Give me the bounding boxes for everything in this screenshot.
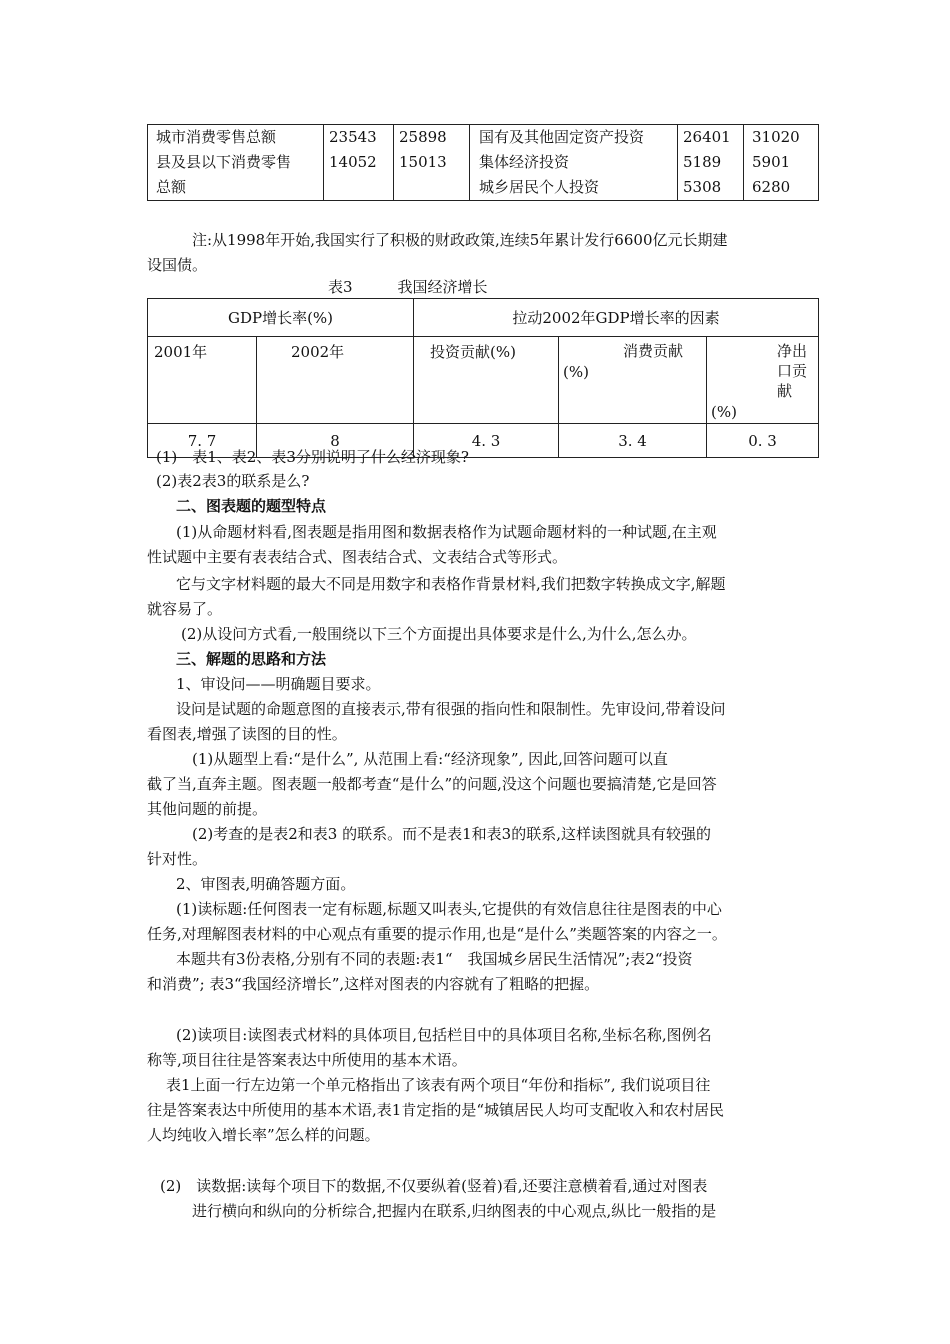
paragraph-line: 它与文字材料题的最大不同是用数字和表格作背景材料,我们把数字转换成文字,解题 xyxy=(176,575,726,593)
left-v2-cell xyxy=(394,125,470,201)
header-gdp-cell xyxy=(148,299,414,337)
val-export-cell xyxy=(707,424,819,458)
table-cell: 城乡居民个人投资 xyxy=(479,178,600,196)
table-cell: 14052 xyxy=(329,153,377,171)
table-cell: 6280 xyxy=(752,178,791,196)
note-line-1: 注:从1998年开始,我国实行了积极的财政政策,连续5年累计发行6600亿元长期建 xyxy=(192,231,728,249)
table-cell: 23543 xyxy=(329,128,377,146)
col-consume-unit: (%) xyxy=(563,363,589,381)
paragraph-line: 人均纯收入增长率”怎么样的问题。 xyxy=(147,1126,380,1144)
investment-consumption-table xyxy=(147,124,819,201)
question-1: (1) 表1、表2、表3分别说明了什么经济现象? xyxy=(156,448,469,466)
col-2001: 2001年 xyxy=(154,343,208,361)
paragraph-line: 和消费”; 表3“我国经济增长”,这样对图表的内容就有了粗略的把握。 xyxy=(147,975,600,993)
val-2002: 8 xyxy=(330,431,340,450)
step-1-heading: 1、审设问——明确题目要求。 xyxy=(176,675,381,693)
col-invest-cell xyxy=(414,337,559,424)
right-v2-cell xyxy=(744,125,819,201)
left-items-cell xyxy=(148,125,324,201)
paragraph-line: 其他问题的前提。 xyxy=(147,800,268,818)
table-cell: 26401 xyxy=(683,128,731,146)
paragraph-line: 任务,对理解图表材料的中心观点有重要的提示作用,也是“是什么”类题答案的内容之一。 xyxy=(147,925,727,943)
col-2001-cell xyxy=(148,337,257,424)
header-factors: 拉动2002年GDP增长率的因素 xyxy=(512,309,720,327)
paragraph-line: (2)从设问方式看,一般围绕以下三个方面提出具体要求是什么,为什么,怎么办。 xyxy=(181,625,697,643)
table-cell: 15013 xyxy=(399,153,447,171)
table-cell: 5901 xyxy=(752,153,791,171)
val-consume: 3. 4 xyxy=(618,431,647,450)
col-2002: 2002年 xyxy=(291,343,345,361)
col-export-cell xyxy=(707,337,819,424)
table-cell: 城市消费零售总额 xyxy=(156,128,277,146)
paragraph-line: 进行横向和纵向的分析综合,把握内在联系,归纳图表的中心观点,纵比一般指的是 xyxy=(192,1202,717,1220)
table-cell: 5189 xyxy=(683,153,722,171)
paragraph-line: (2) 读数据:读每个项目下的数据,不仅要纵着(竖着)看,还要注意横着看,通过对图表 xyxy=(160,1177,708,1195)
economic-growth-table xyxy=(147,298,819,458)
right-items-cell xyxy=(470,125,678,201)
paragraph-line: 表1上面一行左边第一个单元格指出了该表有两个项目“年份和指标”, 我们说项目往 xyxy=(166,1076,711,1094)
table-cell: 5308 xyxy=(683,178,722,196)
paragraph-line: 设问是试题的命题意图的直接表示,带有很强的指向性和限制性。先审设问,带着设问 xyxy=(176,700,726,718)
right-v1-cell xyxy=(678,125,744,201)
table-cell: 总额 xyxy=(156,178,187,196)
val-export: 0. 3 xyxy=(748,431,777,450)
paragraph-line: 就容易了。 xyxy=(147,600,223,618)
table3-caption: 表3 我国经济增长 xyxy=(328,278,488,296)
header-gdp: GDP增长率(%) xyxy=(227,309,334,327)
paragraph-line: 截了当,直奔主题。图表题一般都考查“是什么”的问题,没这个问题也要搞清楚,它是回答 xyxy=(147,775,717,793)
table-cell: 25898 xyxy=(399,128,447,146)
table-cell: 31020 xyxy=(752,128,800,146)
col-invest: 投资贡献(%) xyxy=(430,343,516,361)
section-heading-3: 三、解题的思路和方法 xyxy=(176,650,327,668)
val-2001: 7. 7 xyxy=(187,431,217,450)
val-consume-cell xyxy=(559,424,707,458)
table-cell: 县及县以下消费零售 xyxy=(156,153,292,171)
col-2002-cell xyxy=(257,337,414,424)
left-v1-cell xyxy=(324,125,394,201)
table-cell: 国有及其他固定资产投资 xyxy=(479,128,645,146)
note-line-2: 设国债。 xyxy=(147,256,208,274)
paragraph-line: (2)考查的是表2和表3 的联系。而不是表1和表3的联系,这样读图就具有较强的 xyxy=(192,825,711,843)
val-invest: 4. 3 xyxy=(471,431,501,450)
header-factors-cell xyxy=(414,299,819,337)
paragraph-line: (1)从命题材料看,图表题是指用图和数据表格作为试题命题材料的一种试题,在主观 xyxy=(176,523,717,541)
table-cell: 集体经济投资 xyxy=(479,153,570,171)
step-2-heading: 2、审图表,明确答题方面。 xyxy=(176,875,356,893)
col-export-unit: (%) xyxy=(711,403,737,421)
col-consume: 消费贡献 xyxy=(623,342,684,360)
paragraph-line: 针对性。 xyxy=(147,850,208,868)
paragraph-line: 性试题中主要有表表结合式、图表结合式、文表结合式等形式。 xyxy=(147,548,568,566)
col-consume-cell xyxy=(559,337,707,424)
paragraph-line: 本题共有3份表格,分别有不同的表题:表1“ 我国城乡居民生活情况”;表2“投资 xyxy=(176,950,693,968)
col-export: 净出口贡献 xyxy=(777,342,808,400)
section-heading-2: 二、图表题的题型特点 xyxy=(176,497,327,515)
paragraph-line: (2)读项目:读图表式材料的具体项目,包括栏目中的具体项目名称,坐标名称,图例名 xyxy=(176,1026,712,1044)
paragraph-line: (1)从题型上看:“是什么”, 从范围上看:“经济现象”, 因此,回答问题可以直 xyxy=(192,750,668,768)
paragraph-line: 往是答案表达中所使用的基本术语,表1肯定指的是“城镇居民人均可支配收入和农村居民 xyxy=(147,1101,724,1119)
paragraph-line: 称等,项目往往是答案表达中所使用的基本术语。 xyxy=(147,1051,467,1069)
paragraph-line: 看图表,增强了读图的目的性。 xyxy=(147,725,347,743)
paragraph-line: (1)读标题:任何图表一定有标题,标题又叫表头,它提供的有效信息往往是图表的中心 xyxy=(176,900,722,918)
question-2: (2)表2表3的联系是么? xyxy=(156,472,310,490)
